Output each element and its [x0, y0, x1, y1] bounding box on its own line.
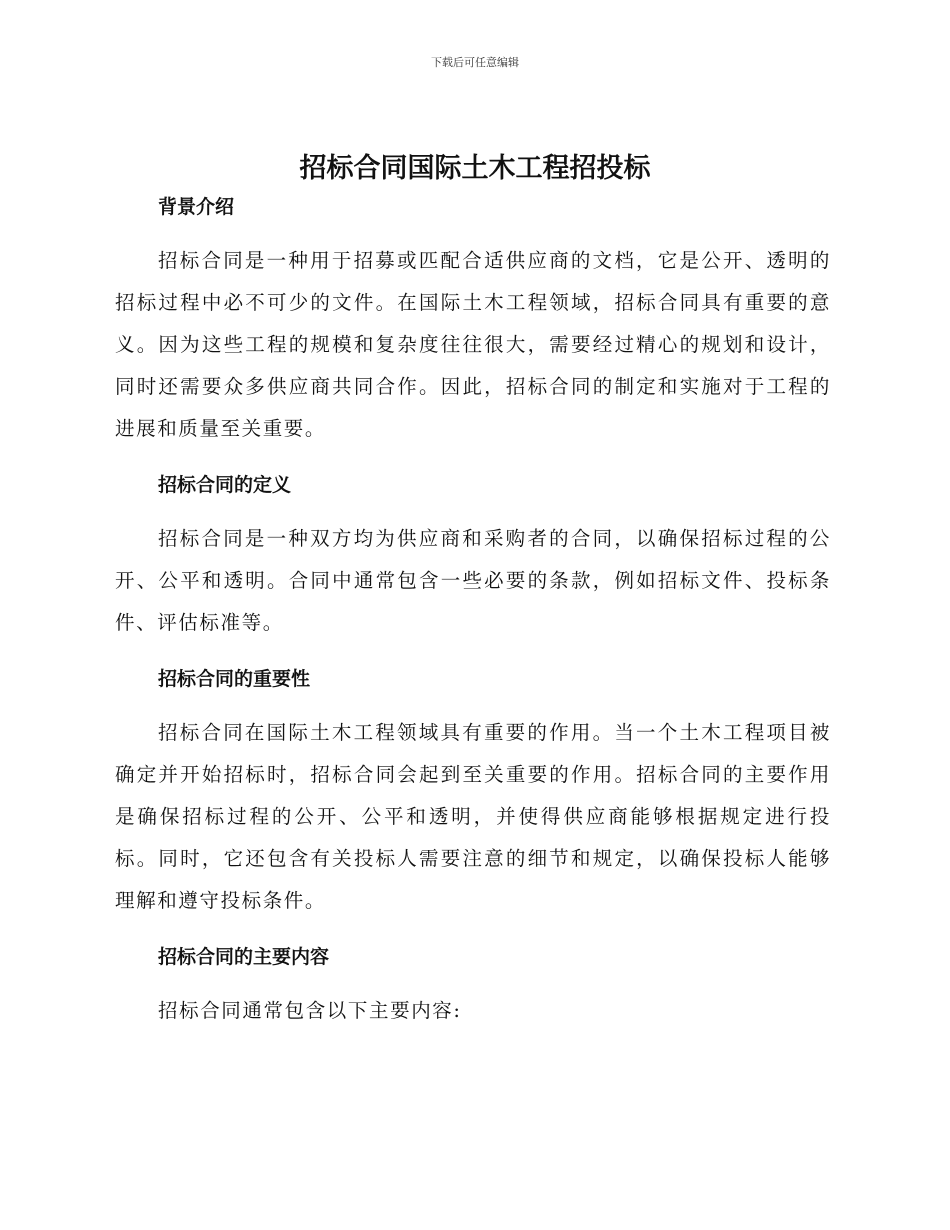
section-importance: [115, 662, 831, 922]
section-paragraph: 招标合同在国际土木工程领域具有重要的作用。当一个土木工程项目被确定并开始招标时，招标合同会起到至关重要的作用。招标合同的主要作用是确保招标过程的公开、公平和透明，并使得供应商能够根据规定进行投标。同时，它还包含有关投标人需要注意的细节和规定，以确保投标人能够理解和遵守投标条件。: [115, 721, 831, 912]
section-paragraph: 招标合同是一种双方均为供应商和采购者的合同，以确保招标过程的公开、公平和透明。合同中通常包含一些必要的条款，例如招标文件、投标条件、评估标准等。: [115, 527, 831, 634]
section-main-content: [115, 940, 831, 1032]
section-paragraph: 招标合同是一种用于招募或匹配合适供应商的文档，它是公开、透明的招标过程中必不可少的文件。在国际土木工程领域，招标合同具有重要的意义。因为这些工程的规模和复杂度往往很大，需要经过精心的规划和设计，同时还需要众多供应商共同合作。因此，招标合同的制定和实施对于工程的进展和质量至关重要。: [115, 249, 831, 440]
section-heading: 招标合同的主要内容: [158, 946, 330, 968]
document-title: 招标合同国际土木工程招投标: [299, 153, 651, 184]
document-body: [115, 190, 831, 1050]
section-heading: 背景介绍: [158, 196, 235, 218]
section-definition: [115, 468, 831, 644]
section-heading: 招标合同的重要性: [158, 668, 311, 690]
section-paragraph: 招标合同通常包含以下主要内容:: [158, 999, 462, 1022]
section-heading: 招标合同的定义: [158, 474, 292, 496]
section-background: [115, 190, 831, 450]
header-note: 下载后可任意编辑: [431, 56, 519, 69]
